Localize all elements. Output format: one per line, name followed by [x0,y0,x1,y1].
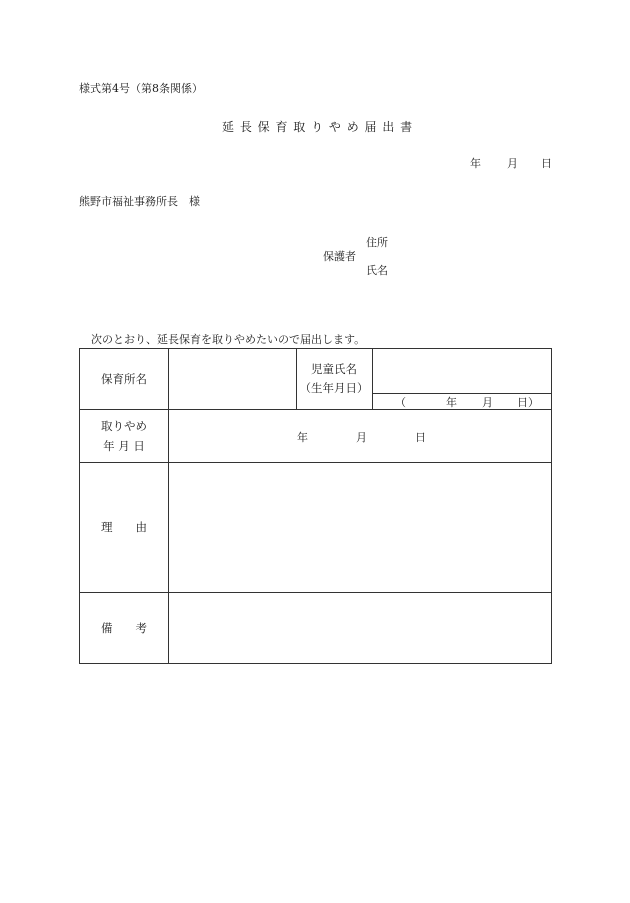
date-day-label: 日 [541,157,552,170]
reason-input-cell[interactable] [169,463,551,592]
child-name-input-cell[interactable] [373,349,551,393]
date-year-label: 年 [470,157,481,170]
stop-date-field[interactable] [169,410,551,462]
stop-year-label: 年 [297,431,308,444]
stop-day-label: 日 [415,431,426,444]
document-title: 延 長 保 育 取 り や め 届 出 書 [222,120,414,134]
child-name-label [296,360,372,398]
date-month-label: 月 [507,157,518,170]
guardian-name-label: 氏名 [366,264,388,277]
birth-day-label: 日） [517,396,539,409]
remarks-input-cell[interactable] [169,593,551,663]
form-table [79,348,552,664]
birthdate-field[interactable] [373,394,551,409]
remarks-label: 備 考 [101,621,147,635]
guardian-block [323,234,403,276]
nursery-label: 保育所名 [101,372,147,386]
stop-date-label-line1: 取りやめ [101,419,147,433]
addressee: 熊野市福祉事務所長 様 [79,195,200,208]
birth-paren-open: （ [395,396,406,409]
guardian-label: 保護者 [323,250,356,263]
guardian-address-label: 住所 [366,236,388,249]
child-name-label-line: 児童氏名 [311,362,357,376]
stop-month-label: 月 [356,431,367,444]
nursery-input-cell[interactable] [169,349,296,409]
birth-year-label: 年 [446,396,457,409]
birth-month-label: 月 [482,396,493,409]
reason-label: 理 由 [101,520,147,534]
child-birth-label-line: （生年月日） [299,381,369,395]
intro-text: 次のとおり、延長保育を取りやめたいので届出します。 [91,333,366,346]
form-number: 様式第4号（第8条関係） [79,82,203,95]
stop-date-label-line2: 年 月 日 [103,439,145,453]
stop-date-label [80,416,168,456]
date-line [470,155,552,171]
